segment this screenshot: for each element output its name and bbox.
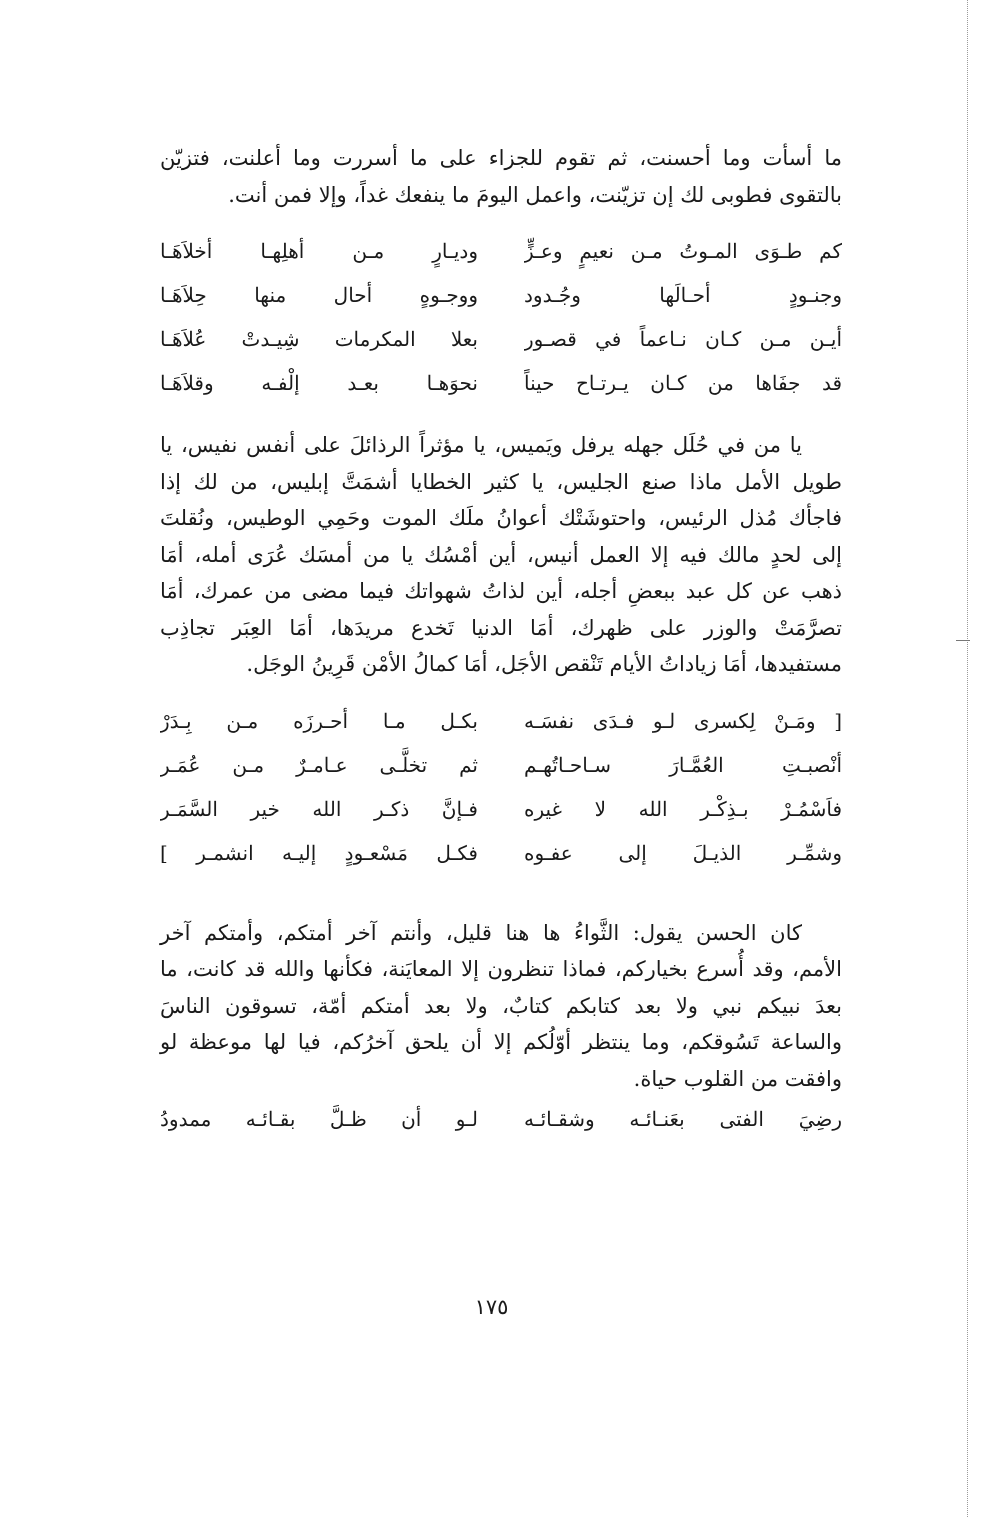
page-number: ١٧٥ xyxy=(474,1295,509,1319)
verse-second-hemistich: بكـل مـا أحـرزَه مـن بِـدَرْ xyxy=(160,708,478,733)
page-edge-line xyxy=(967,0,968,1517)
verse-second-hemistich: نحوَهـا بعـد إلْفـه وقلاَهَـا xyxy=(160,371,478,395)
paragraph-1 xyxy=(160,140,842,213)
verse-second-hemistich: فكـل مَسْعـودٍ إليـه انشمـر ] xyxy=(160,840,478,865)
paragraph-line: طويل الأمل ماذا صنع الجليس، يا كثير الخطايا أشمَتَّ إبليس، من لك إذا xyxy=(160,469,842,494)
paragraph-line: بالتقوى فطوبى لك إن تزيّنت، واعمل اليومَ ما ينفعك غداً، وإلا فمن أنت. xyxy=(228,182,842,207)
verse xyxy=(160,361,842,405)
verse-second-hemistich: ثم تخلَّـى عـامـرٌ مـن عُمَـر xyxy=(160,752,478,777)
paragraph-line: الأمم، وقد أُسرع بخياركم، فماذا تنظرون إلا المعايَنة، فكأنها والله قد كانت، ما xyxy=(160,957,842,981)
paragraph-line: كان الحسن يقول: الثَّواءُ ها هنا قليل، وأنتم آخر أمتكم، وأمتكم آخر xyxy=(160,920,802,945)
paragraph-line: مستفيدها، أمَا زياداتُ الأيام تَنْقص الأجَل، أمَا كمالُ الأمْن قَرِينُ الوجَل. xyxy=(246,652,842,676)
verse xyxy=(160,787,842,831)
paragraph-line: ذهب عن كل عبد ببعضِ أجله، أين لذاتُ شهواتك فيما مضى من عمرك، أمَا xyxy=(160,579,842,603)
paragraph-line: والساعة تَسُوقكم، وما ينتظر أوّلُكم إلا أن يلحق آخرُكم، فيا لها موعظة لو xyxy=(160,1030,842,1054)
verse xyxy=(160,1097,842,1141)
verse-first-hemistich: قد جفَاها من كـان يـرتـاح حيناً xyxy=(524,371,842,395)
paragraph-line: وافقت من القلوب حياة. xyxy=(633,1066,842,1091)
poem-3 xyxy=(160,1097,842,1141)
verse-first-hemistich: وشمِّـر الذيـلَ إلى عفـوه xyxy=(524,840,842,865)
poem-2 xyxy=(160,699,842,875)
verse xyxy=(160,743,842,787)
verse-first-hemistich: أنْصبـتِ العُمَّـارَ سـاحـاتُهـم xyxy=(524,752,842,777)
paragraph-line: فاجأك مُذل الرئيس، واحتوشَتْك أعوانُ ملَك الموت وحَمِي الوطيس، ونُقلتَ xyxy=(160,506,842,530)
verse-second-hemistich: لـو أن ظـلَّ بقـائـه ممدودُ xyxy=(160,1107,478,1131)
paragraph-2 xyxy=(160,427,842,683)
verse-first-hemistich: وجنـودٍ أحـالَها وجُـدود xyxy=(524,283,842,307)
verse xyxy=(160,317,842,361)
paragraph-line: تصرَّمَتْ والوزر على ظهرك، أمَا الدنيا تَخدع مريدَها، أمَا العِبَر تجاذِب xyxy=(160,615,842,640)
verse-first-hemistich: أيـن مـن كـان نـاعماً في قصـور xyxy=(524,327,842,351)
paragraph-line: بعدَ نبيكم نبي ولا بعد كتابكم كتابٌ، ولا بعد أمتكم أمّة، تسوقون الناسَ xyxy=(160,993,842,1018)
verse xyxy=(160,699,842,743)
verse xyxy=(160,229,842,273)
paragraph-line: يا من في حُلَل جهله يرفل ويَميس، يا مؤثراً الرذائلَ على أنفس نفيس، يا xyxy=(160,433,802,457)
verse-second-hemistich: وديـارٍ مـن أهلِهـا أخلاَهَـا xyxy=(160,239,478,263)
paragraph-line: إلى لحدٍ مالك فيه إلا العمل أنيس، أين أمْسُك يا من أمسَك عُرَى أمله، أمَا xyxy=(160,542,842,567)
verse-first-hemistich: رضِيَ الفتى بعَنـائـه وشقـائـه xyxy=(524,1107,842,1131)
verse-second-hemistich: فـإنَّ ذكـر الله خير السَّمَـر xyxy=(160,796,478,821)
poem-1 xyxy=(160,229,842,405)
verse xyxy=(160,273,842,317)
page-content xyxy=(160,140,842,1141)
verse-first-hemistich: فاَسْمُـرْ بـذِكْـر الله لا غيره xyxy=(524,796,842,821)
verse-first-hemistich: [ ومَـنْ لِكسرى لـو فـدَى نفسَـه xyxy=(524,708,842,733)
paragraph-3 xyxy=(160,915,842,1098)
verse-second-hemistich: بعلا المكرمات شِيـدتْ عُلاَهَـا xyxy=(160,327,478,351)
verse xyxy=(160,831,842,875)
verse-first-hemistich: كم طـوَى المـوتُ مـن نعيمٍ وعـزٍّ xyxy=(524,239,842,263)
paragraph-line: ما أسأت وما أحسنت، ثم تقوم للجزاء على ما أسررت وما أعلنت، فتزيّن xyxy=(160,146,842,170)
page-edge-tick xyxy=(956,640,970,641)
verse-second-hemistich: ووجـوهٍ أحال منها حِلاَهَـا xyxy=(160,283,478,307)
